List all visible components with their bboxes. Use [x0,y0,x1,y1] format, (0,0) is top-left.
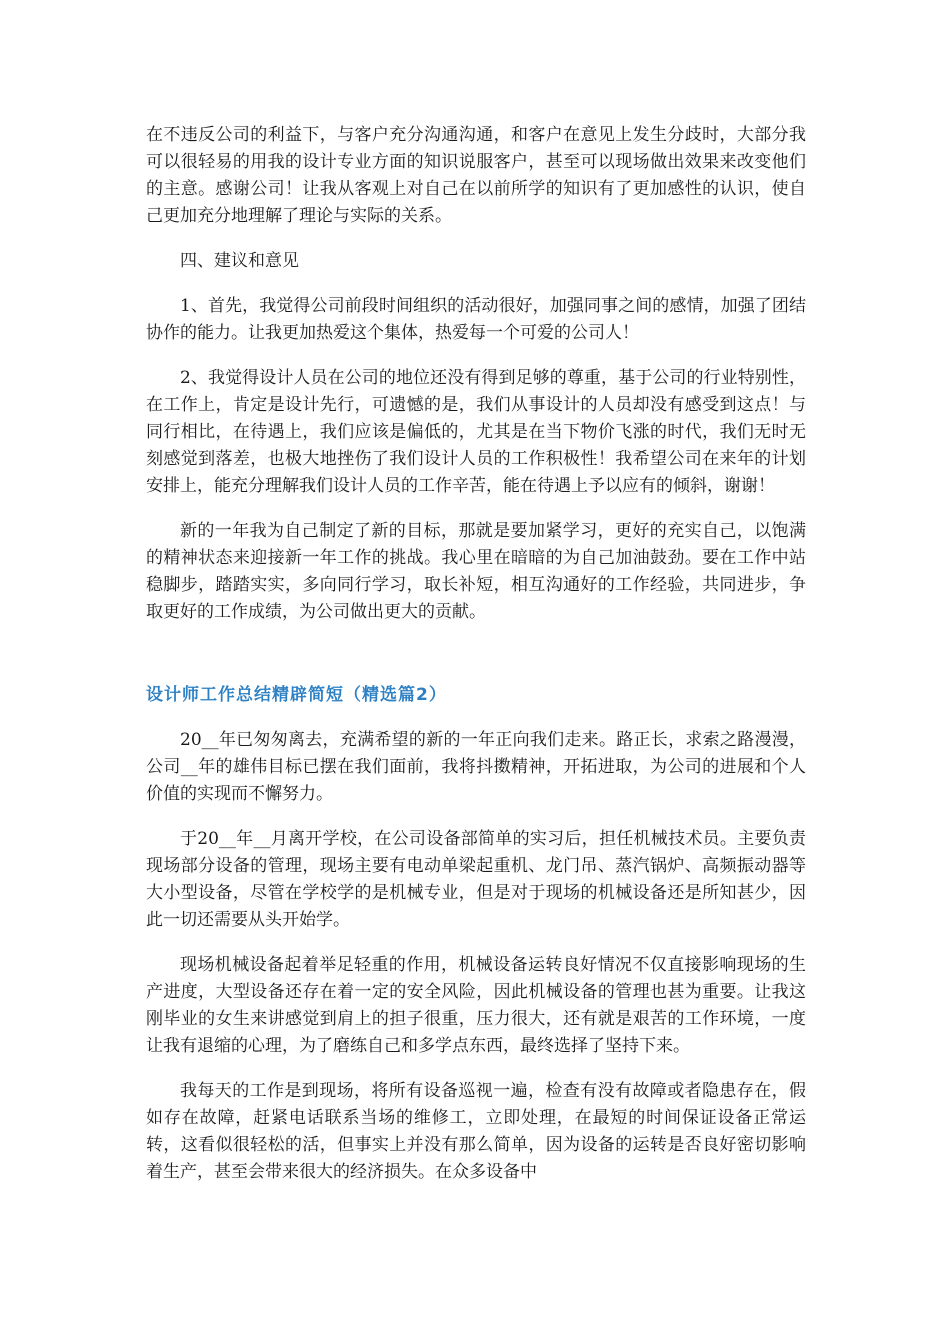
paragraph-suggestion-2: 2、我觉得设计人员在公司的地位还没有得到足够的尊重，基于公司的行业特别性，在工作上，肯定是设计先行，可遗憾的是，我们从事设计的人员却没有感受到这点！与同行相比，在待遇上，我们应该是偏低的，尤其是在当下物价飞涨的时代，我们无时无刻感觉到落差，也极大地挫伤了我们设计人员的工作积极性！我希望公司在来年的计划安排上，能充分理解我们设计人员的工作辛苦，能在待遇上予以应有的倾斜，谢谢！ [146,368,806,496]
paragraph-job-start: 于20__年__月离开学校，在公司设备部简单的实习后，担任机械技术员。主要负责现场部分设备的管理，现场主要有电动单梁起重机、龙门吊、蒸汽锅炉、高频振动器等大小型设备，尽管在学校学的是机械专业，但是对于现场的机械设备还是所知甚少，因此一切还需要从头开始学。 [146,829,806,930]
document-body [146,122,806,1204]
paragraph-new-year-goals: 新的一年我为自己制定了新的目标，那就是要加紧学习，更好的充实自己，以饱满的精神状态来迎接新一年工作的挑战。我心里在暗暗的为自己加油鼓劲。要在工作中站稳脚步，踏踏实实，多向同行学习，取长补短，相互沟通好的工作经验，共同进步，争取更好的工作成绩，为公司做出更大的贡献。 [146,521,806,622]
paragraph-intro: 20__年已匆匆离去，充满希望的新的一年正向我们走来。路正长，求索之路漫漫，公司__年的雄伟目标已摆在我们面前，我将抖擞精神，开拓进取，为公司的进展和个人价值的实现而不懈努力。 [146,730,806,804]
paragraph-daily-work: 我每天的工作是到现场，将所有设备巡视一遍，检查有没有故障或者隐患存在，假如存在故障，赶紧电话联系当场的维修工，立即处理，在最短的时间保证设备正常运转，这看似很轻松的活，但事实上并没有那么简单，因为设备的运转是否良好密切影响着生产，甚至会带来很大的经济损失。在众多设备中 [146,1081,806,1182]
paragraph-client-communication: 在不违反公司的利益下，与客户充分沟通沟通，和客户在意见上发生分歧时，大部分我可以很轻易的用我的设计专业方面的知识说服客户，甚至可以现场做出效果来改变他们的主意。感谢公司！让我从客观上对自己在以前所学的知识有了更加感性的认识，使自己更加充分地理解了理论与实际的关系。 [146,125,806,226]
paragraph-equipment-importance: 现场机械设备起着举足轻重的作用，机械设备运转良好情况不仅直接影响现场的生产进度，大型设备还存在着一定的安全风险，因此机械设备的管理也甚为重要。让我这刚毕业的女生来讲感觉到肩上的担子很重，压力很大，还有就是艰苦的工作环境，一度让我有退缩的心理，为了磨练自己和多学点东西，最终选择了坚持下来。 [146,955,806,1056]
section-title-suggestions: 四、建议和意见 [180,251,299,271]
section-heading: 设计师工作总结精辟简短（精选篇2） [146,685,447,705]
paragraph-suggestion-1: 1、首先，我觉得公司前段时间组织的活动很好，加强同事之间的感情，加强了团结协作的能力。让我更加热爱这个集体，热爱每一个可爱的公司人！ [146,296,806,343]
